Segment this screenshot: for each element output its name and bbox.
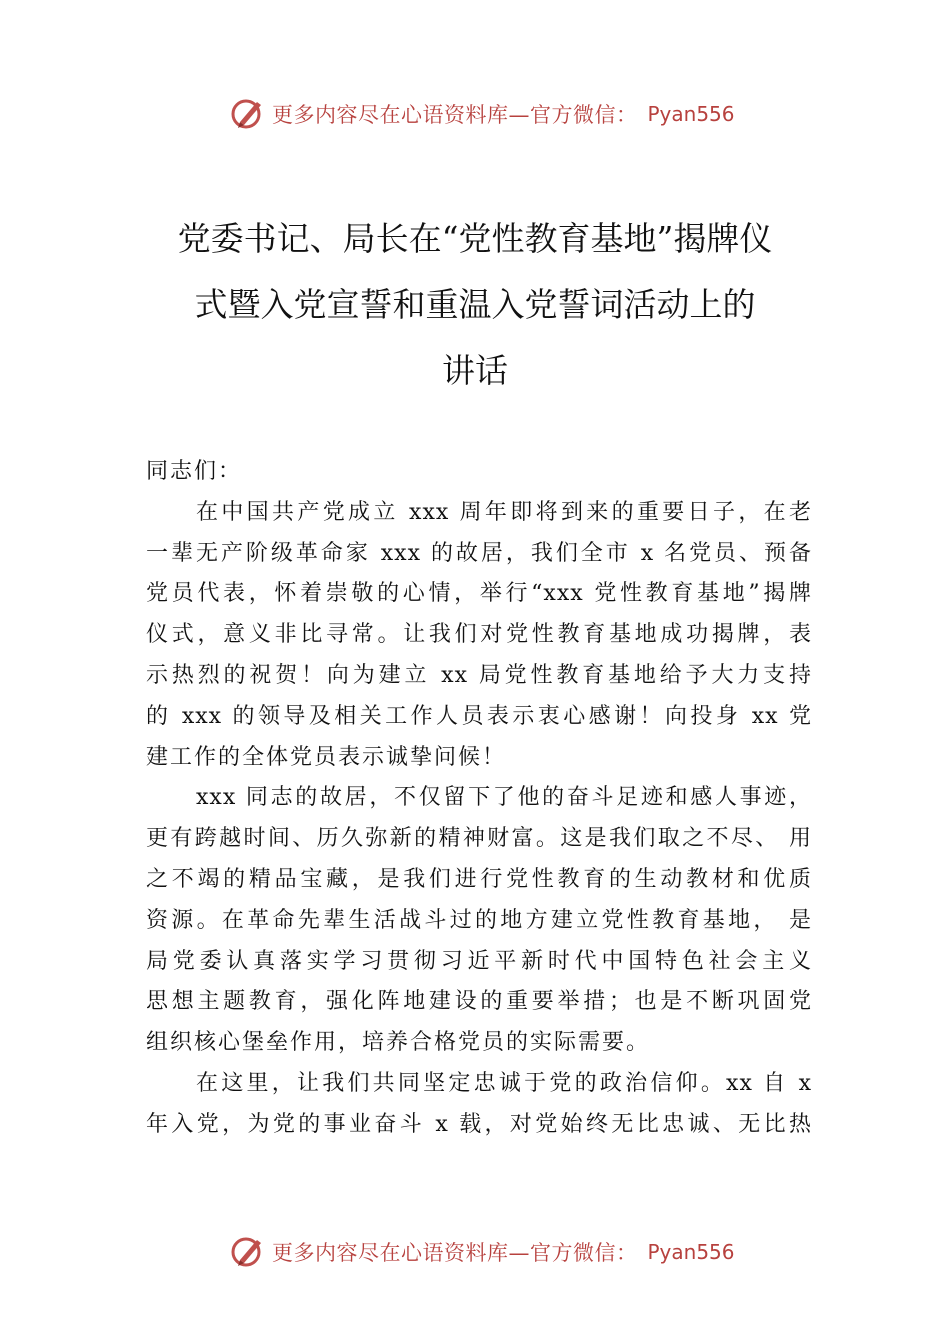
document-body: [146, 452, 812, 1146]
text-line: 的 xxx 的领导及相关工作人员表示衷心感谢！向投身 xx 党: [146, 703, 812, 729]
watermark-wechat-id: Pyan556: [647, 1240, 735, 1264]
text-line: 建工作的全体党员表示诚挚问候！: [146, 744, 507, 770]
paragraph-2: [146, 778, 812, 1064]
title-line: 式暨入党宣誓和重温入党誓词活动上的: [194, 285, 756, 324]
paragraph-1: [146, 493, 812, 779]
document-title: [130, 206, 820, 404]
paragraph-3: [146, 1064, 812, 1146]
text-line: 党员代表，怀着崇敬的心情，举行“xxx 党性教育基地”揭牌: [146, 581, 812, 607]
text-line: 仪式，意义非比寻常。让我们对党性教育基地成功揭牌，表: [146, 622, 812, 648]
text-line: 示热烈的祝贺！向为建立 xx 局党性教育基地给予大力支持: [146, 662, 812, 688]
watermark-banner-bottom: [230, 1232, 735, 1272]
text-line: 之不竭的精品宝藏，是我们进行党性教育的生动教材和优质: [146, 866, 812, 892]
text-line: 更有跨越时间、历久弥新的精神财富。这是我们取之不尽、 用: [146, 826, 812, 852]
text-line: xxx 同志的故居，不仅留下了他的奋斗足迹和感人事迹，: [196, 785, 812, 811]
watermark-text: 更多内容尽在心语资料库—官方微信：: [272, 1241, 638, 1265]
watermark-wechat-id: Pyan556: [647, 102, 735, 126]
text-line: 局党委认真落实学习贯彻习近平新时代中国特色社会主义: [146, 948, 812, 974]
pen-logo-icon: [230, 1234, 266, 1270]
title-line: 党委书记、局长在“党性教育基地”揭牌仪: [177, 219, 773, 258]
pen-logo-icon: [230, 96, 266, 132]
text-line: 组织核心堡垒作用，培养合格党员的实际需要。: [146, 1030, 651, 1056]
title-line: 讲话: [442, 351, 508, 390]
text-line: 年入党，为党的事业奋斗 x 载，对党始终无比忠诚、无比热: [146, 1111, 812, 1137]
text-line: 在中国共产党成立 xxx 周年即将到来的重要日子，在老: [196, 499, 812, 525]
salutation: 同志们：: [146, 459, 243, 484]
text-line: 资源。在革命先辈生活战斗过的地方建立党性教育基地， 是: [146, 907, 812, 933]
watermark-banner-top: [230, 94, 735, 134]
watermark-text: 更多内容尽在心语资料库—官方微信：: [272, 103, 638, 127]
text-line: 在这里，让我们共同坚定忠诚于党的政治信仰。xx 自 x: [196, 1070, 812, 1096]
text-line: 思想主题教育，强化阵地建设的重要举措；也是不断巩固党: [146, 989, 812, 1015]
text-line: 一辈无产阶级革命家 xxx 的故居，我们全市 x 名党员、预备: [146, 540, 812, 566]
